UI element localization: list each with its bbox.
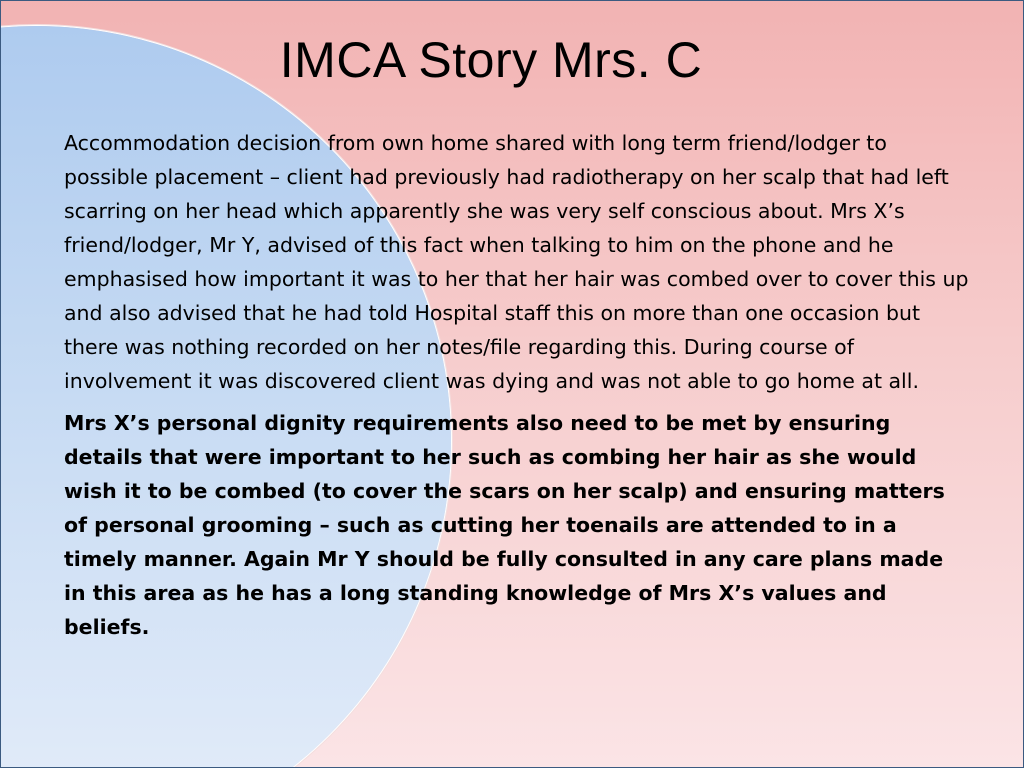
slide-title: IMCA Story Mrs. C	[279, 32, 703, 88]
paragraph-background: Accommodation decision from own home shared with long term friend/lodger to possible placement – client had previously had radiotherapy on her scalp that had left scarring on her head which apparently she was very self conscious about. Mrs X’s friend/lodger, Mr Y, advised of this fact when talking to him on the phone and he emphasised how important it was to her that her hair was combed over to cover this up and also advised that he had told Hospital staff this on more than one occasion but there was nothing recorded on her notes/file regarding this. During course of involvement it was discovered client was dying and was not able to go home at all.	[64, 131, 969, 393]
slide-body	[64, 126, 969, 644]
paragraph-requirements: Mrs X’s personal dignity requirements also need to be met by ensuring details that were important to her such as combing her hair as she would wish it to be combed (to cover the scars on her scalp) and ensuring matters of personal grooming – such as cutting her toenails are attended to in a timely manner. Again Mr Y should be fully consulted in any care plans made in this area as he has a long standing knowledge of Mrs X’s values and beliefs.	[64, 411, 945, 639]
